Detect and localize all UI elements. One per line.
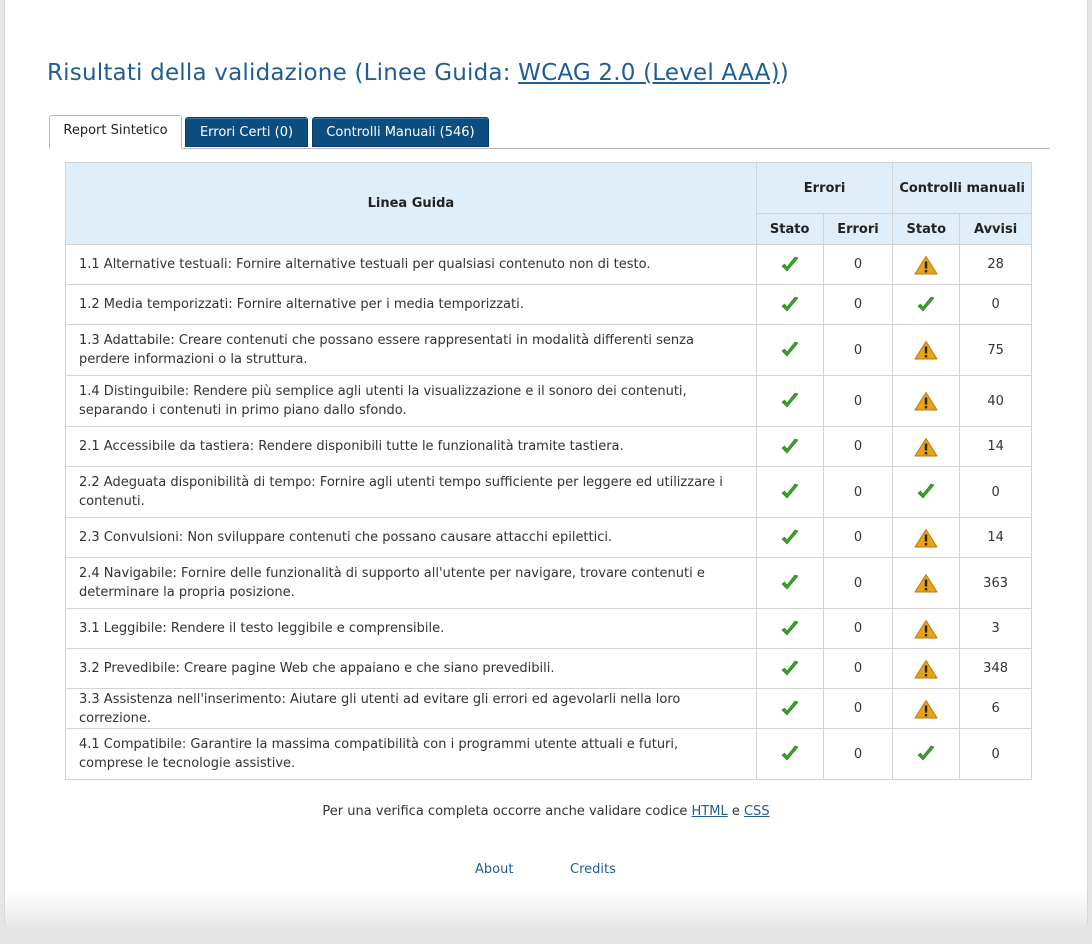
header-manual-status: Stato xyxy=(893,214,960,245)
warning-icon xyxy=(914,701,938,716)
table-row xyxy=(66,649,1032,689)
css-validator-link[interactable]: CSS xyxy=(743,804,770,819)
error-status-cell xyxy=(756,518,823,558)
checkmark-icon xyxy=(780,701,800,716)
tab-report-sintetico[interactable]: Report Sintetico xyxy=(49,115,182,149)
header-errors-group: Errori xyxy=(756,163,893,214)
page-title-prefix: Risultati della validazione (Linee Guida: xyxy=(47,60,519,86)
manual-status-cell xyxy=(893,325,960,376)
warning-icon xyxy=(914,439,938,454)
table-row xyxy=(66,609,1032,649)
header-error-count: Errori xyxy=(823,214,893,245)
guideline-description: 1.2 Media temporizzati: Fornire alternative per i media temporizzati. xyxy=(66,285,757,325)
warning-count: 14 xyxy=(960,518,1032,558)
guideline-description: 1.3 Adattabile: Creare contenuti che possano essere rappresentati in modalità differenti senza perdere informazioni o la struttura. xyxy=(66,325,757,376)
error-status-cell xyxy=(756,325,823,376)
error-count: 0 xyxy=(823,729,893,780)
checkmark-icon xyxy=(916,297,936,312)
warning-count: 3 xyxy=(960,609,1032,649)
warning-count: 0 xyxy=(960,467,1032,518)
about-link[interactable]: About xyxy=(475,862,514,877)
header-error-status: Stato xyxy=(756,214,823,245)
error-count: 0 xyxy=(823,609,893,649)
warning-count: 348 xyxy=(960,649,1032,689)
validation-note-text: Per una verifica completa occorre anche validare codice xyxy=(322,804,692,819)
checkmark-icon xyxy=(916,485,936,500)
guideline-description: 4.1 Compatibile: Garantire la massima compatibilità con i programmi utente attuali e futuri, comprese le tecnologie assistive. xyxy=(66,729,757,780)
warning-count: 363 xyxy=(960,558,1032,609)
checkmark-icon xyxy=(780,297,800,312)
checkmark-icon xyxy=(780,530,800,545)
guideline-description: 2.4 Navigabile: Fornire delle funzionalità di supporto all'utente per navigare, trovare contenuti e determinare la propria posizione. xyxy=(66,558,757,609)
manual-status-cell xyxy=(893,427,960,467)
checkmark-icon xyxy=(780,661,800,676)
warning-count: 0 xyxy=(960,729,1032,780)
error-count: 0 xyxy=(823,467,893,518)
warning-icon xyxy=(914,576,938,591)
table-row xyxy=(66,467,1032,518)
checkmark-icon xyxy=(780,747,800,762)
warning-icon xyxy=(914,394,938,409)
credits-link[interactable]: Credits xyxy=(570,862,616,877)
warning-count: 6 xyxy=(960,689,1032,729)
error-status-cell xyxy=(756,376,823,427)
error-status-cell xyxy=(756,649,823,689)
guideline-description: 3.1 Leggibile: Rendere il testo leggibile e comprensibile. xyxy=(66,609,757,649)
warning-icon xyxy=(914,661,938,676)
error-status-cell xyxy=(756,609,823,649)
tab-bar xyxy=(49,115,1050,149)
validation-note-and: e xyxy=(727,804,744,819)
error-count: 0 xyxy=(823,285,893,325)
manual-status-cell xyxy=(893,609,960,649)
warning-icon xyxy=(914,343,938,358)
checkmark-icon xyxy=(916,747,936,762)
manual-status-cell xyxy=(893,689,960,729)
manual-status-cell xyxy=(893,649,960,689)
error-status-cell xyxy=(756,467,823,518)
warning-count: 14 xyxy=(960,427,1032,467)
checkmark-icon xyxy=(780,621,800,636)
error-count: 0 xyxy=(823,558,893,609)
table-row xyxy=(66,427,1032,467)
warning-icon xyxy=(914,257,938,272)
header-manual-group: Controlli manuali xyxy=(893,163,1032,214)
results-table-body xyxy=(66,245,1032,780)
tab-controlli-manuali[interactable]: Controlli Manuali (546) xyxy=(312,117,489,147)
error-status-cell xyxy=(756,285,823,325)
guideline-description: 3.3 Assistenza nell'inserimento: Aiutare gli utenti ad evitare gli errori ed agevolarli nella loro correzione. xyxy=(66,689,757,729)
manual-status-cell xyxy=(893,518,960,558)
checkmark-icon xyxy=(780,485,800,500)
tab-errori-certi[interactable]: Errori Certi (0) xyxy=(185,117,308,147)
guideline-description: 1.1 Alternative testuali: Fornire alternative testuali per qualsiasi contenuto non di testo. xyxy=(66,245,757,285)
error-count: 0 xyxy=(823,518,893,558)
header-warning-count: Avvisi xyxy=(960,214,1032,245)
checkmark-icon xyxy=(780,343,800,358)
error-count: 0 xyxy=(823,325,893,376)
table-row xyxy=(66,285,1032,325)
table-row xyxy=(66,325,1032,376)
error-count: 0 xyxy=(823,245,893,285)
guideline-description: 3.2 Prevedibile: Creare pagine Web che appaiano e che siano prevedibili. xyxy=(66,649,757,689)
guideline-description: 2.2 Adeguata disponibilità di tempo: Fornire agli utenti tempo sufficiente per leggere ed utilizzare i contenuti. xyxy=(66,467,757,518)
checkmark-icon xyxy=(780,394,800,409)
error-status-cell xyxy=(756,558,823,609)
checkmark-icon xyxy=(780,576,800,591)
header-guideline: Linea Guida xyxy=(66,163,757,245)
guideline-description: 2.1 Accessibile da tastiera: Rendere disponibili tutte le funzionalità tramite tastiera. xyxy=(66,427,757,467)
warning-count: 28 xyxy=(960,245,1032,285)
guideline-description: 1.4 Distinguibile: Rendere più semplice agli utenti la visualizzazione e il sonoro dei contenuti, separando i contenuti in primo piano dallo sfondo. xyxy=(66,376,757,427)
checkmark-icon xyxy=(780,257,800,272)
table-row xyxy=(66,689,1032,729)
manual-status-cell xyxy=(893,558,960,609)
wcag-guidelines-link[interactable]: WCAG 2.0 (Level AAA) xyxy=(518,60,780,86)
table-row xyxy=(66,729,1032,780)
table-row xyxy=(66,518,1032,558)
manual-status-cell xyxy=(893,245,960,285)
manual-status-cell xyxy=(893,467,960,518)
error-status-cell xyxy=(756,729,823,780)
validation-note xyxy=(5,804,1087,819)
error-status-cell xyxy=(756,245,823,285)
page-title-suffix: ) xyxy=(779,60,789,86)
page xyxy=(4,0,1088,932)
warning-icon xyxy=(914,621,938,636)
error-status-cell xyxy=(756,689,823,729)
html-validator-link[interactable]: HTML xyxy=(691,804,728,819)
table-row xyxy=(66,376,1032,427)
warning-icon xyxy=(914,530,938,545)
error-count: 0 xyxy=(823,649,893,689)
guideline-description: 2.3 Convulsioni: Non sviluppare contenuti che possano causare attacchi epilettici. xyxy=(66,518,757,558)
table-row xyxy=(66,558,1032,609)
checkmark-icon xyxy=(780,439,800,454)
page-title xyxy=(47,60,789,86)
manual-status-cell xyxy=(893,285,960,325)
error-count: 0 xyxy=(823,376,893,427)
warning-count: 75 xyxy=(960,325,1032,376)
manual-status-cell xyxy=(893,376,960,427)
table-row xyxy=(66,245,1032,285)
error-count: 0 xyxy=(823,689,893,729)
error-count: 0 xyxy=(823,427,893,467)
warning-count: 40 xyxy=(960,376,1032,427)
page-bottom-shade xyxy=(5,892,1087,932)
manual-status-cell xyxy=(893,729,960,780)
error-status-cell xyxy=(756,427,823,467)
warning-count: 0 xyxy=(960,285,1032,325)
results-table xyxy=(65,162,1032,780)
